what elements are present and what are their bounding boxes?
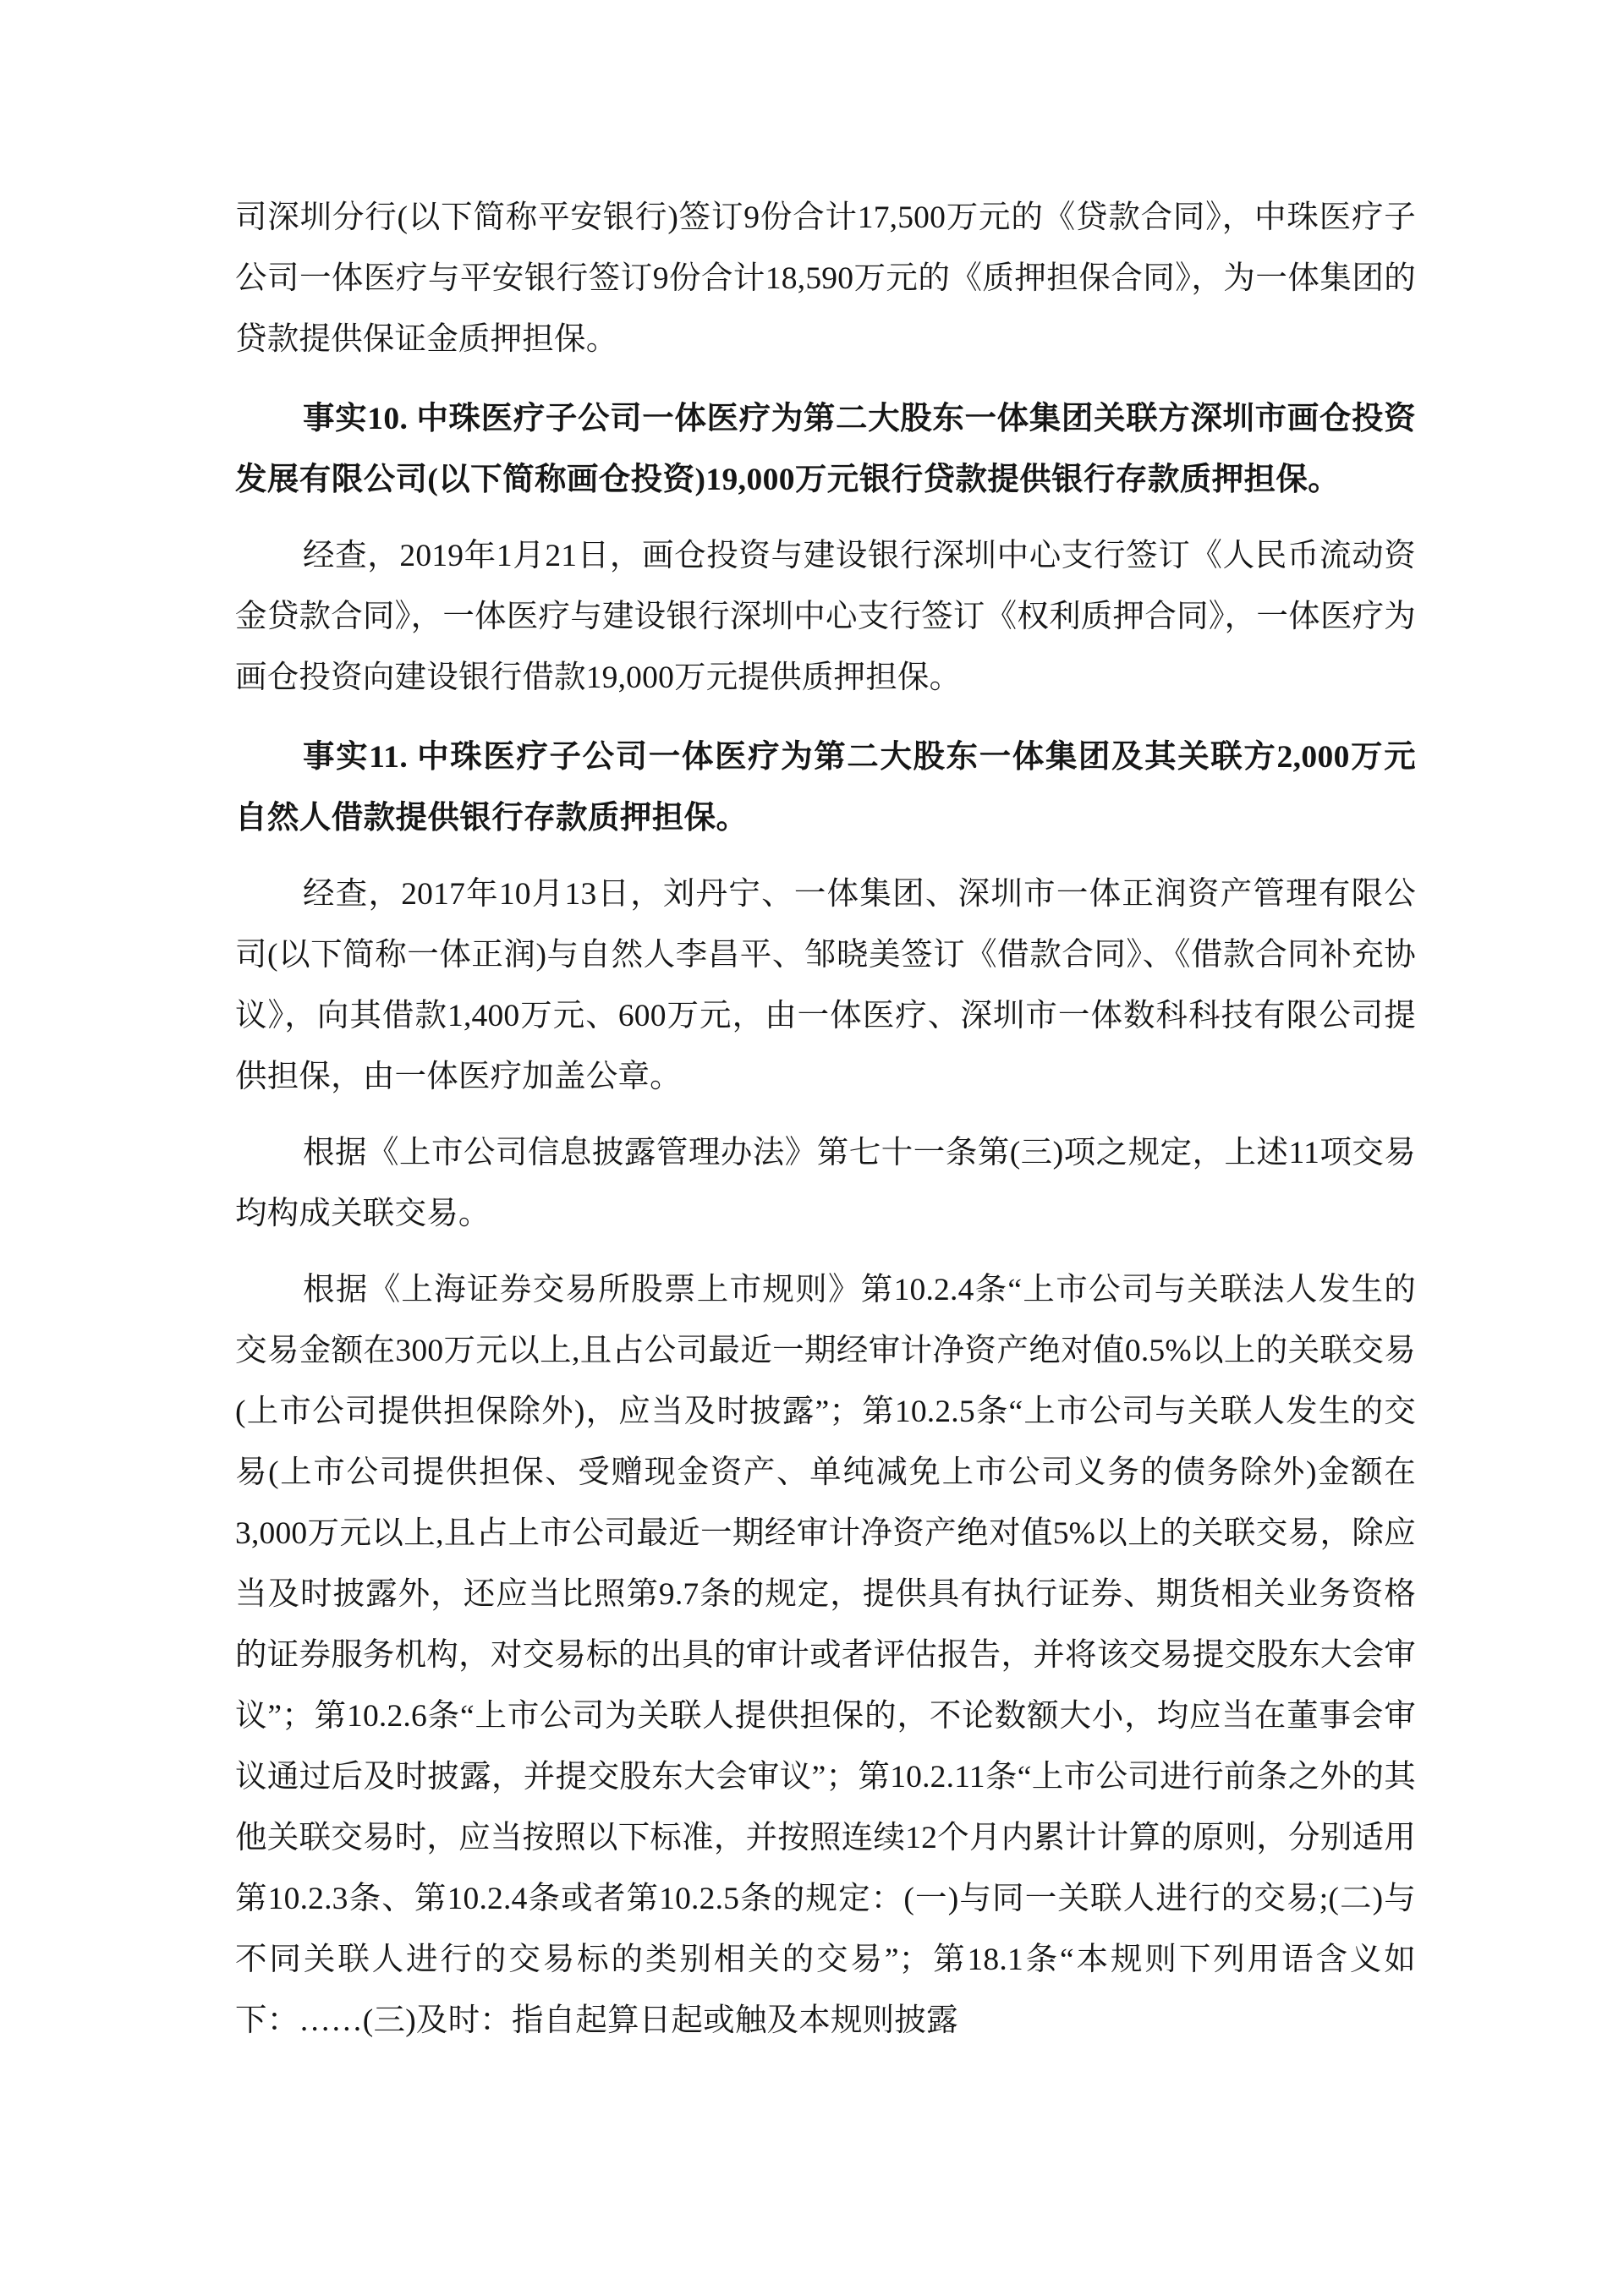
- paragraph-spacer: [235, 370, 1416, 389]
- paragraph-disclosure-measures-rule: 根据《上市公司信息披露管理办法》第七十一条第(三)项之规定，上述11项交易均构成关联交易。: [235, 1136, 1416, 1231]
- paragraph-spacer: [235, 1245, 1416, 1260]
- paragraph-sse-listing-rules: 根据《上海证券交易所股票上市规则》第10.2.4条“上市公司与关联法人发生的交易金额在300万元以上,且占公司最近一期经审计净资产绝对值0.5%以上的关联交易(上市公司提供担保除外)，应当及时披露”；第10.2.5条“上市公司与关联人发生的交易(上市公司提供担保、受赠现金资产、单纯减免上市公司义务的债务除外)金额在3,000万元以上,且占上市公司最近一期经审计净资产绝对值5%以上的关联交易，除应当及时披露外，还应当比照第9.7条的规定，提供具有执行证券、期货相关业务资格的证券服务机构，对交易标的出具的审计或者评估报告，并将该交易提交股东大会审议”；第10.2.6条“上市公司为关联人提供担保的，不论数额大小，均应当在董事会审议通过后及时披露，并提交股东大会审议”；第10.2.11条“上市公司进行前条之外的其他关联交易时，应当按照以下标准，并按照连续12个月内累计计算的原则，分别适用第10.2.3条、第10.2.4条或者第10.2.5条的规定：(一)与同一关联人进行的交易;(二)与不同关联人进行的交易标的类别相关的交易”；第18.1条“本规则下列用语含义如下：……(三)及时：指自起算日起或触及本规则披露: [235, 1273, 1416, 2038]
- paragraph-spacer: [235, 709, 1416, 727]
- paragraph-spacer: [235, 511, 1416, 526]
- paragraph-spacer: [235, 849, 1416, 864]
- paragraph-fact-10-detail: 经查，2019年1月21日，画仓投资与建设银行深圳中心支行签订《人民币流动资金贷款合同》，一体医疗与建设银行深圳中心支行签订《权利质押合同》，一体医疗为画仓投资向建设银行借款19,000万元提供质押担保。: [235, 539, 1416, 695]
- paragraph-fact-11-detail: 经查，2017年10月13日，刘丹宁、一体集团、深圳市一体正润资产管理有限公司(以下简称一体正润)与自然人李昌平、邹晓美签订《借款合同》、《借款合同补充协议》，向其借款1,400万元、600万元，由一体医疗、深圳市一体数科科技有限公司提供担保，由一体医疗加盖公章。: [235, 877, 1416, 1094]
- paragraph-continuation-pingan-loan: 司深圳分行(以下简称平安银行)签订9份合计17,500万元的《贷款合同》，中珠医疗子公司一体医疗与平安银行签订9份合计18,590万元的《质押担保合同》，为一体集团的贷款提供保证金质押担保。: [235, 200, 1416, 357]
- heading-fact-10: 事实10. 中珠医疗子公司一体医疗为第二大股东一体集团关联方深圳市画仓投资发展有限公司(以下简称画仓投资)19,000万元银行贷款提供银行存款质押担保。: [235, 402, 1416, 497]
- heading-fact-11: 事实11. 中珠医疗子公司一体医疗为第二大股东一体集团及其关联方2,000万元自然人借款提供银行存款质押担保。: [235, 740, 1416, 836]
- paragraph-spacer: [235, 1108, 1416, 1123]
- page-body-text: [235, 188, 1416, 2052]
